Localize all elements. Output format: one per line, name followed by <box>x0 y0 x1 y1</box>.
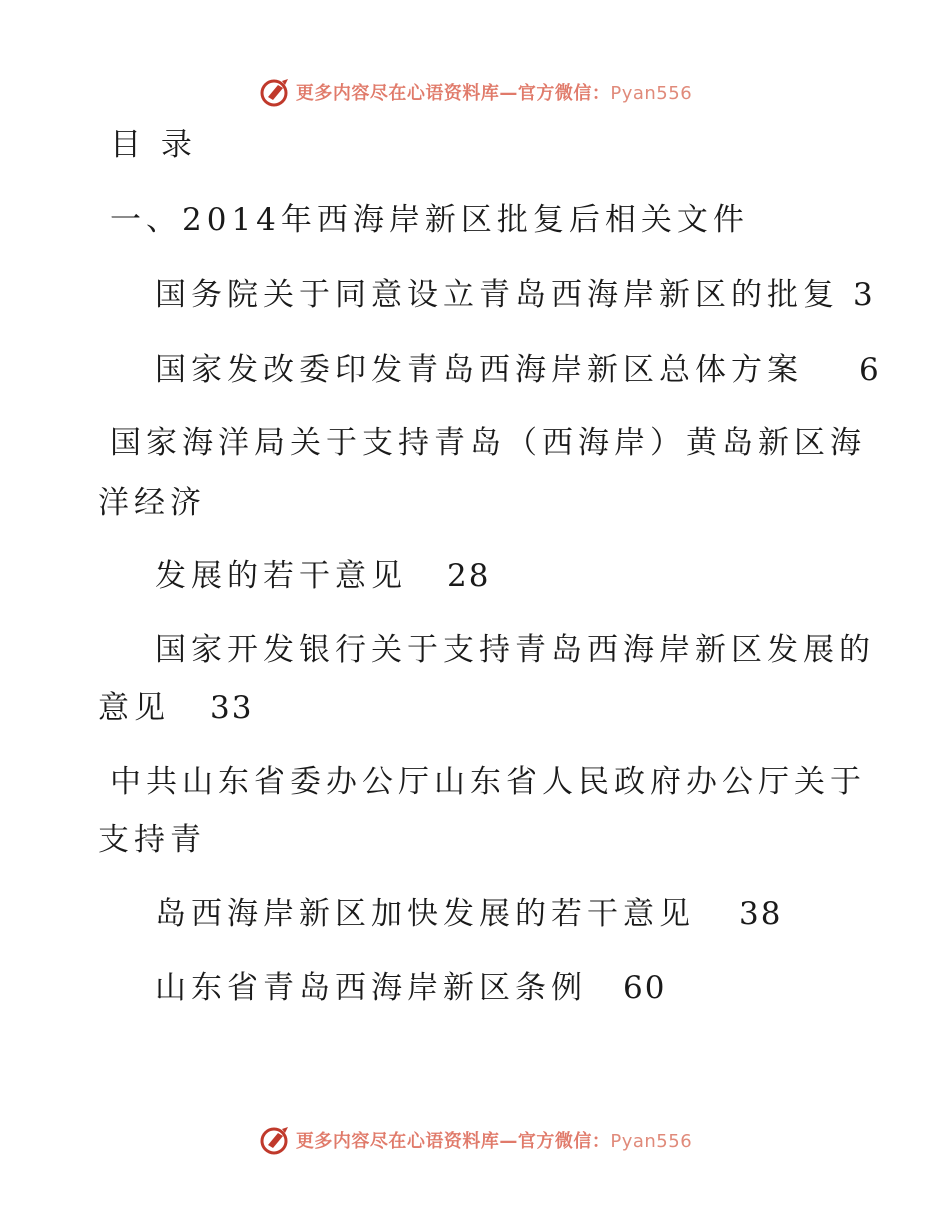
toc-entry: 岛西海岸新区加快发展的若干意见 38 <box>155 896 783 932</box>
toc-entry: 国家海洋局关于支持青岛（西海岸）黄岛新区海 <box>110 425 866 461</box>
toc-title: 目 录 <box>110 127 197 163</box>
toc-entry: 国务院关于同意设立青岛西海岸新区的批复 3 <box>155 277 875 313</box>
toc-page-number: 38 <box>739 896 783 932</box>
watermark-text: 更多内容尽在心语资料库—官方微信：Pyan556 <box>295 1131 693 1152</box>
toc-page-number: 6 <box>859 352 881 388</box>
toc-entry: 国家开发银行关于支持青岛西海岸新区发展的 <box>155 632 875 668</box>
toc-entry: 发展的若干意见 28 <box>155 558 491 594</box>
toc-page-number: 28 <box>447 558 491 594</box>
toc-entry-continuation: 洋经济 <box>98 485 206 521</box>
toc-page-number: 3 <box>853 277 875 313</box>
watermark-text: 更多内容尽在心语资料库—官方微信：Pyan556 <box>295 83 693 104</box>
toc-page-number: 33 <box>210 690 254 726</box>
footer-watermark <box>0 1120 950 1160</box>
toc-page-number: 60 <box>623 970 667 1006</box>
toc-entry: 国家发改委印发青岛西海岸新区总体方案 6 <box>155 352 881 388</box>
toc-entry: 中共山东省委办公厅山东省人民政府办公厅关于 <box>110 764 866 800</box>
toc-entry-continuation: 意见 33 <box>98 690 254 726</box>
toc-section-heading: 一、2014年西海岸新区批复后相关文件 <box>110 202 749 238</box>
toc-entry: 山东省青岛西海岸新区条例 60 <box>155 970 667 1006</box>
toc-entry-continuation: 支持青 <box>98 822 206 858</box>
pen-logo-icon <box>258 1123 292 1157</box>
